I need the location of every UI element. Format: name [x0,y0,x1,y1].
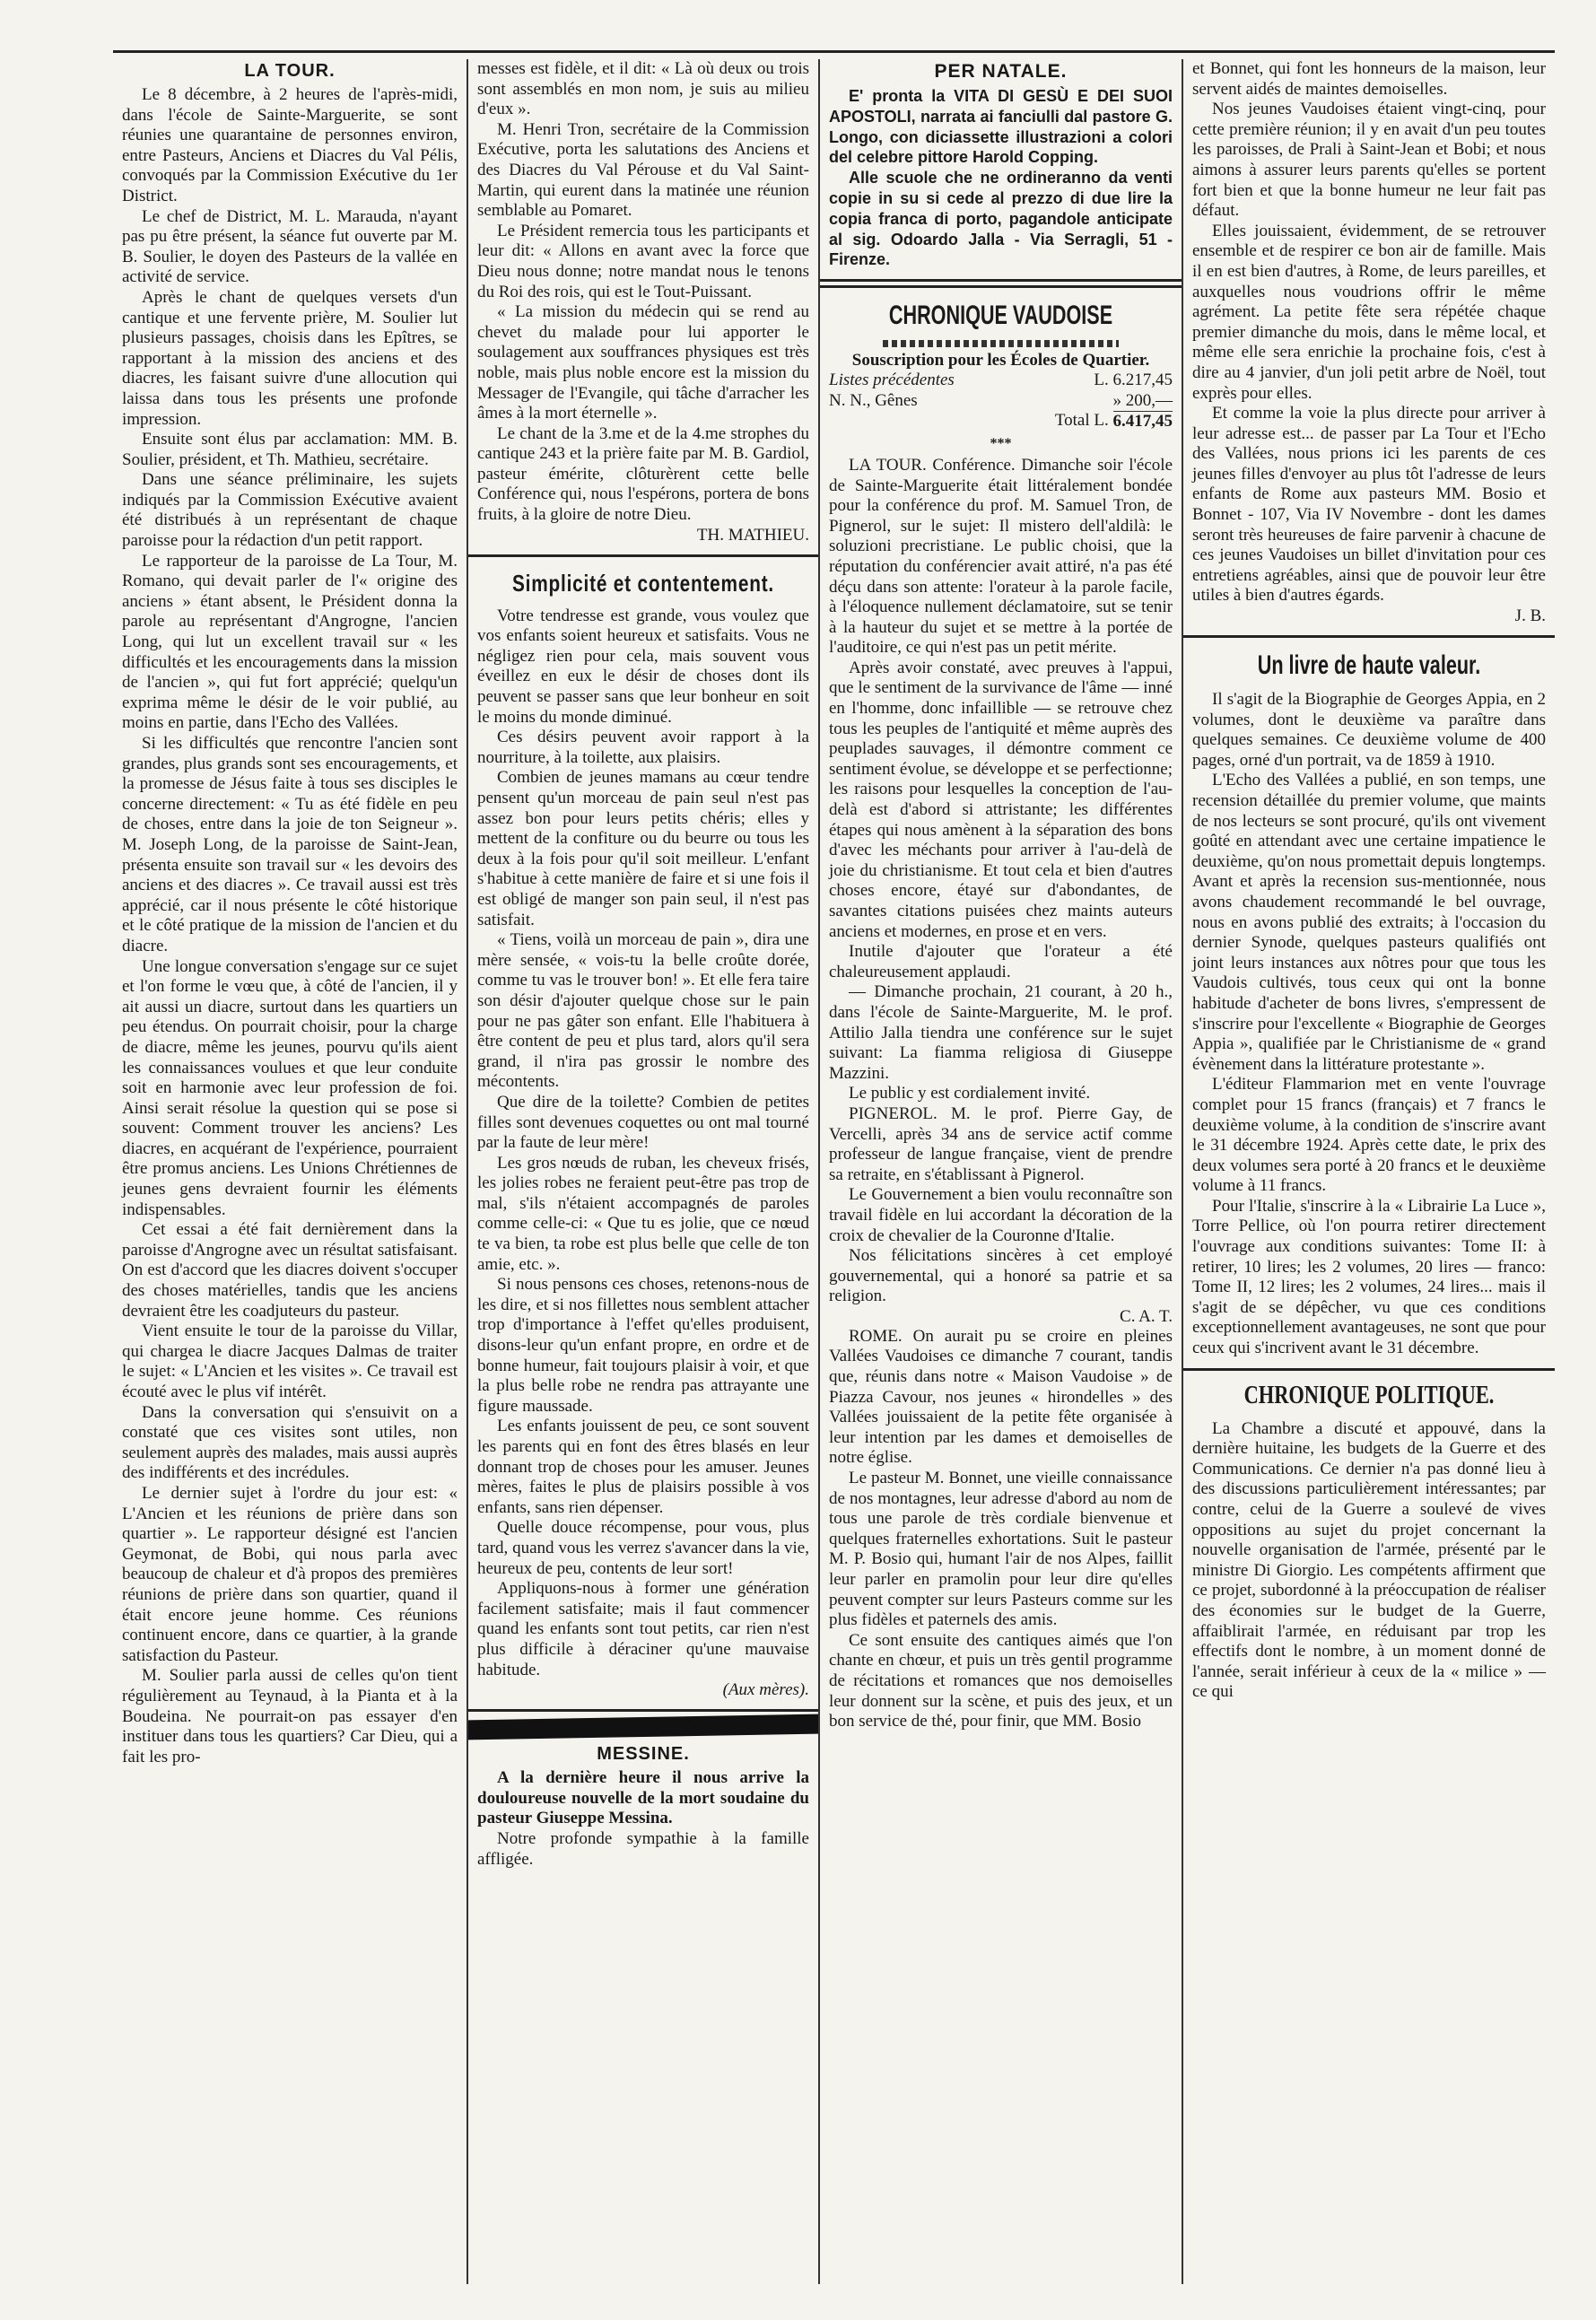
section-divider [468,554,818,557]
ledger-label: N. N., Gênes [829,390,918,410]
section-divider [820,279,1182,288]
paragraph: Le dernier sujet à l'ordre du jour est: « L'Ancien et les réunions de prière dans son quartier ». Le rapporteur désigné est l'ancien Geymonat, de Bobi, qui nous parla avec beaucoup de chaleur et d'à propos des premières réunions de prière dans son quartier, quand il était encore jeune homme. Ces réunions continuent encore, dans ce quartier, à la grande satisfaction du Pasteur. [122,1483,458,1665]
paragraph: « Tiens, voilà un morceau de pain », dira une mère sensée, « vois-tu la belle croûte dorée, comme tu vas le trouver bon! ». Et elle fera taire son désir d'ajouter quelque chose sur le pain pour ne pas gâter son enfant. Elle l'habituera à être content de peu et plus tard, alors qu'il sera grand, il n'ira pas grossir le nombre des mécontents. [477,930,809,1092]
paragraph: Nos jeunes Vaudoises étaient vingt-cinq, pour cette première réunion; il y en avait d'un peu toutes les paroisses, de Prali à Saint-Jean et Bobi; et nous aimons à assurer leurs parents qu'elles se portent fort bien et que la bonne humeur ne leur fait pas défaut. [1192,100,1546,221]
paragraph: La Chambre a discuté et appouvé, dans la dernière huitaine, les budgets de la Guerre et des Communications. Ce dernier n'a pas donné lieu à des discussions particulièrement intéressantes; par contre, celui de la Guerre a soulevé de vives oppositions au sujet du projet concernant la nouvelle organisation de l'armée, présenté par le ministre Di Giorgio. Les compétents affirment que ce projet, subordonné à la préoccupation de réaliser des économies sur le budget de la Guerre, affaiblirait l'armée, en réduisant par trop les effectifs dont le nombre, à un moment donné de l'année, serait inférieur à ceux de la « milice » — ce qui [1192,1418,1546,1702]
ledger-amount: 200,— [1125,390,1173,410]
section-divider [1183,1368,1555,1371]
signature: C. A. T. [1120,1306,1173,1326]
article-title-per-natale: PER NATALE. [934,61,1068,82]
paragraph: Il s'agit de la Biographie de Georges Appia, en 2 volumes, dont le deuxième va paraître dans quelques semaines. Ce deuxième volume de 400 pages, orné d'un portrait, va de 1859 à 1910. [1192,690,1546,770]
top-rule [113,50,1555,53]
subscription-subtitle: Souscription pour les Écoles de Quartier. [851,351,1150,371]
column-4 [1182,59,1555,2284]
ledger-amount-wrap [1113,391,1173,412]
paragraph: Notre profonde sympathie à la famille affligée. [477,1828,809,1869]
paragraph: E' pronta la VITA DI GESÙ E DEI SUOI APOSTOLI, narrata ai fanciulli dal pastore G. Longo, con diciassette illustrazioni a colori del celebre pittore Harold Copping. [829,87,1173,167]
advertisement [829,86,1173,270]
section-divider [468,1709,818,1712]
signature: TH. MATHIEU. [696,525,809,545]
paragraph: Votre tendresse est grande, vous voulez que vos enfants soient heureux et satisfaits. Vous ne négligez rien pour cela, mais souvent vous éveillez en eux le désir de choses dont ils peuvent se passer sans que leur bonheur en soit le moins du monde diminué. [477,606,809,727]
paragraph: M. Soulier parla aussi de celles qu'on tient régulièrement au Teynaud, à la Pianta et à la Boudeina. Ne pourrait-on pas essayer d'en instituer dans tous les quartiers? Car Dieu, qui a fait les pro- [122,1666,458,1766]
column-2 [467,59,818,2284]
paragraph: A la dernière heure il nous arrive la douloureuse nouvelle de la mort soudaine du pasteur Giuseppe Messina. [477,1768,809,1828]
paragraph: Après le chant de quelques versets d'un cantique et une fervente prière, M. Soulier lut plusieurs passages, choisis dans les Epîtres, se rapportant à la mission des anciens et des diacres, les faisant suivre d'une allocution qui laissa dans tous les présents une profonde impression. [122,287,458,429]
paragraph: Ces désirs peuvent avoir rapport à la nourriture, à la toilette, aux plaisirs. [477,728,809,767]
paragraph: Le Président remercia tous les participants et leur dit: « Allons en avant avec la force que Dieu nous donne; notre mandat nous le tenons du Roi des rois, qui est le Tout-Puissant. [477,221,809,301]
paragraph: Le public y est cordialement invité. [849,1084,1091,1103]
paragraph: Nos félicitations sincères à cet employé gouvernemental, qui a honoré sa patrie et sa religion. [829,1246,1173,1306]
paragraph: Combien de jeunes mamans au cœur tendre pensent qu'un morceau de pain seul n'est pas assez bon pour leurs petits chéris; elles y mettent de la confiture ou du beurre ou tous les deux à la fois pour qu'il soit meilleur. L'enfant s'habitue à cette manière de faire et si une fois il est obligé de manger son pain seul, il n'est pas satisfait. [477,768,809,929]
section-title-chronique-politique: CHRONIQUE POLITIQUE. [1243,1381,1495,1409]
paragraph: ROME. On aurait pu se croire en pleines Vallées Vaudoises ce dimanche 7 courant, tandis que, réunis dans notre « Maison Vaudoise » de Piazza Cavour, nos jeunes « hirondelles » des Vallées jouissaient de la petite fête organisée à leur intention par les dames et demoiselles de notre église. [829,1326,1173,1468]
paragraph: Dans la conversation qui s'ensuivit on a constaté que ces visites sont utiles, non seulement auprès des malades, mais aussi auprès des indifférents et des incrédules. [122,1402,458,1483]
ledger-label: Listes précédentes [829,371,955,390]
paragraph: Si nous pensons ces choses, retenons-nous de les dire, et si nos fillettes nous semblent attacher trop d'importance à l'effet qu'elles produisent, disons-leur qu'un enfant propre, en ordre et de bonne humeur, fait toujours plaisir à voir, et que la plus belle robe ne rendra pas attrayante une figure maussade. [477,1275,809,1416]
paragraph: Le chef de District, M. L. Marauda, n'ayant pas pu être présent, la séance fut ouverte par M. B. Soulier, le doyen des Pasteurs de la vallée en activité de service. [122,206,458,287]
paragraph: Le Gouvernement a bien voulu reconnaître son travail fidèle en lui accordant la décoration de la croix de chevalier de la Couronne d'Italie. [829,1185,1173,1245]
article-title-la-tour: LA TOUR. [244,61,336,81]
paragraph: Les enfants jouissent de peu, ce sont souvent les parents qui en font des êtres blasés en leur donnant trop de choses pour les amuser. Jeunes mères, faites le plus de plaisirs possible à vos enfants, sans rien dépenser. [477,1417,809,1517]
paragraph: PIGNEROL. M. le prof. Pierre Gay, de Vercelli, après 34 ans de service actif comme professeur de langue française, vient de prendre sa retraite, en s'établissant à Pignerol. [829,1103,1173,1184]
paragraph: « La mission du médecin qui se rend au chevet du malade pour lui apporter le soulagement aux souffrances physiques est très noble, mais plus noble encore est la mission du Messager de l'Evangile, qui tâche d'arracher les âmes à la mort éternelle ». [477,302,809,423]
paragraph: Que dire de la toilette? Combien de petites filles sont devenues coquettes ou ont mal tourné par la faute de leur mère! [477,1092,809,1153]
paragraph: LA TOUR. Conférence. Dimanche soir l'école de Sainte-Marguerite était littéralement bondée pour la conférence du prof. M. Samuel Tron, de Pignerol, sur le sujet: Il mistero dell'aldilà: le soluzioni precristiane. Le public choisi, que la réputation du conférencier avait attiré, n'a pas été déçu dans son attente: l'orateur à la parole facile, à l'éloquence nullement déclamatoire, sut se tenir à la hauteur du sujet et se mettre à la portée de l'auditoire, ce qui n'est pas un petit mérite. [829,455,1173,658]
column-1 [113,59,467,2284]
paragraph: Et comme la voie la plus directe pour arriver à leur adresse est... de passer par La Tour et l'Echo des Vallées, nous prions ici les parents de ces jeunes filles d'envoyer au plus tôt l'adresse de leurs enfants de Rome aux pasteurs MM. Bosio et Bonnet - 107, Via IV Novembre - dont les dames seront très heureuses de faire parvenir à chacune de ces jeunes Vaudoises un billet d'invitation pour ces entretiens agréables, ainsi que de pouvoir leur être utiles à bien d'autres égards. [1192,404,1546,606]
article-title-messine: MESSINE. [597,1744,690,1765]
subscription-ledger [829,371,1173,432]
columns [113,59,1555,2284]
ledger-row [829,391,1173,412]
ledger-amount: 6.217,45 [1112,371,1173,390]
ledger-amount-wrap [1094,371,1173,391]
paragraph: Alle scuole che ne ordineranno da venti copie in su si cede al prezzo di due lire la copia franca di porto, pagandole anticipate al sig. Odoardo Jalla - Via Serragli, 51 - Firenze. [829,169,1173,269]
paragraph: Vient ensuite le tour de la paroisse du Villar, qui chargea le diacre Jacques Dalmas de traiter le sujet: « L'Ancien et les visites ». Ce travail est écouté avec le plus vif intérêt. [122,1321,458,1401]
paragraph: Une longue conversation s'engage sur ce sujet et l'on forme le vœu que, à côté de l'ancien, il y ait aussi un diacre, surtout dans les quartiers un peu étendus. On pourrait choisir, pour la charge de diacre, même les jeunes, pourvu qu'ils aient les connaissances voulues et que leur conduite soit en harmonie avec leur profession de foi. Ainsi serait résolue la question qui se pose si souvent: Comment trouver les anciens? Les diacres, en acquérant de l'expérience, pourraient être promus anciens. Les Unions Chrétiennes de jeunes gens devraient fournir les éléments indispensables. [122,956,458,1219]
paragraph: Pour l'Italie, s'inscrire à la « Librairie La Luce », Torre Pellice, où l'on pourra retirer directement l'ouvrage aux conditions suivantes: Tome II: à retirer, 10 lires; les 2 volumes, 20 lires — franco: Tome II, 12 lires; les 2 volumes, 24 lires... mais il s'agit de se dépêcher, vu que ces conditions exceptionnellement avantageuses, ne sont que pour ceux qui s'incrivent avant le 31 décembre. [1192,1196,1546,1358]
source-note: (Aux mères). [722,1680,809,1700]
separator-stars: *** [990,435,1012,451]
paragraph: Ensuite sont élus par acclamation: MM. B. Soulier, président, et Th. Mathieu, secrétaire. [122,430,458,469]
article-title-livre: Un livre de haute valeur. [1257,650,1481,681]
paragraph: M. Henri Tron, secrétaire de la Commission Exécutive, porta les salutations des Anciens et des Diacres du Val Pérouse et du Val Saint-Martin, qui eurent dans la matinée une réunion semblable au Pomaret. [477,119,809,221]
article-title-simplicite: Simplicité et contentement. [511,569,775,597]
section-title-chronique-vaudoise: CHRONIQUE VAUDOISE [888,301,1113,331]
paragraph: Dans une séance préliminaire, les sujets indiqués par la Commission Exécutive avaient été distribués à un représentant de chaque paroisse pour la rédaction d'un petit rapport. [122,470,458,551]
paragraph: Les gros nœuds de ruban, les cheveux frisés, les jolies robes ne feraient peut-être pas trop de mal, s'ils n'étaient accompagnés de paroles comme celle-ci: « Que tu es jolie, que ce nœud te va bien, ta robe est plus belle que celle de ton amie, etc. ». [477,1153,809,1274]
paragraph: L'éditeur Flammarion met en vente l'ouvrage complet pour 15 francs (français) et 7 francs le deuxième volume, à la condition de s'inscrire avant le 31 décembre 1924. Après cette date, le prix des deux volumes sera porté à 20 francs et le deuxième volume à 11 francs. [1192,1075,1546,1196]
paragraph: Cet essai a été fait dernièrement dans la paroisse d'Angrogne avec un résultat satisfaisant. On est d'accord que les diacres doivent s'occuper des choses matérielles, tandis que les anciens devraient être les coadjuteurs du pasteur. [122,1220,458,1321]
paragraph: Inutile d'ajouter que l'orateur a été chaleureusement applaudi. [829,942,1173,981]
paragraph: Si les difficultés que rencontre l'ancien sont grandes, plus grands sont ses encouragements, et la promesse de Jésus faite à tous ses disciples le concerne directement: « Tu as été fidèle en peu de choses, entre dans la joie de ton Seigneur ». M. Joseph Long, de la paroisse de Saint-Jean, présenta ensuite son travail sur « les devoirs des anciens et des diacres ». Ce travail aussi est très apprécié, car il nous présente le côté historique et le côté pratique de la mission de l'ancien et du diacre. [122,734,458,955]
ledger-row [829,371,1173,391]
paragraph: Le rapporteur de la paroisse de La Tour, M. Romano, qui devait parler de l'« origine des anciens » étant absent, le Président donna la parole au représentant d'Angrogne, l'ancien Long, qui lut un excellent travail sur « les difficultés et les encouragements dans la mission de l'ancien », qui fut fort apprécié; quelqu'un exprima même le désir de le voir publié, au moins en partie, dans l'Echo des Vallées. [122,551,458,733]
paragraph: Après avoir constaté, avec preuves à l'appui, que le sentiment de la survivance de l'âme — inné en l'homme, donc infaillible — se retrouve chez tous les peuples de l'antiquité et même auprès des peuplades sauvages, il démontre comment ce sentiment évolue, se développe et se perfectionne; les raisons pour lesquelles la conception de l'au-delà est d'abord si attristante; les différentes étapes qui nous amènent à la séparation des bons d'avec les méchants pour arriver à l'au-delà de joie du christianisme. Et tout cela et bien d'autres choses encore, étayé sur d'abondantes, de savantes citations puisées chez maints auteurs anciens et modernes, en prose et en vers. [829,658,1173,941]
decorative-rule [883,340,1119,347]
mourning-band [468,1714,818,1740]
ledger-total-amount: 6.417,45 [1112,412,1173,432]
paragraph: Elles jouissaient, évidemment, de se retrouver ensemble et de respirer ce bon air de famille. Mais il en est bien d'autres, à Rome, de leurs pareilles, et auxquelles nous voudrions offrir le même agrément. La petite fête sera répétée chaque premier dimanche du mois, dans le même local, et même elle sera enrichie la prochaine fois, c'est à dire au 4 janvier, d'un joli petit arbre de Noël, tout exprès pour elles. [1192,221,1546,403]
ledger-total-row [829,411,1173,432]
ledger-currency: L. [1094,371,1109,390]
paragraph: Quelle douce récompense, pour vous, plus tard, quand vous les verrez s'avancer dans la vie, heureux de peu, contents de leur sort! [477,1518,809,1578]
paragraph: messes est fidèle, et il dit: « Là où deux ou trois sont assemblés en mon nom, je suis au milieu d'eux ». [477,59,809,119]
paragraph: — Dimanche prochain, 21 courant, à 20 h., dans l'école de Sainte-Marguerite, M. le prof. Attilio Jalla tiendra une conférence sur le sujet suivant: La fiamma religiosa di Giuseppe Mazzini. [829,982,1173,1083]
paragraph: Le chant de la 3.me et de la 4.me strophes du cantique 243 et la prière faite par M. B. Gardiol, pasteur émérite, clôturèrent cette belle Conférence qui, nous l'espérons, portera de bons fruits, à la gloire de notre Dieu. [477,423,809,525]
paragraph: L'Echo des Vallées a publié, en son temps, une recension détaillée du premier volume, que maints de nos lecteurs se sont procuré, qu'ils ont vivement goûté en attendant avec une certaine impatience le deuxième, qu'on nous promettait depuis longtemps. Avant et après la recension sus-mentionnée, nous avons chaudement recommandé le bel ouvrage, nous en avons publié des extraits; à l'occasion du dernier Synode, quelques pasteurs qualifiés ont joint leurs instances aux nôtres pour que tous les Vaudois cultivés, tous ceux qui ont la bonne habitude d'acheter de bons livres, s'empressent de s'inscrire pour l'excellente « Biographie de Georges Appia », qualifiée par le Christianisme de « grand évènement dans la littérature protestante ». [1192,771,1546,1074]
paragraph: et Bonnet, qui font les honneurs de la maison, leur servent aidés de maintes demoiselles. [1192,59,1546,99]
paragraph: Le pasteur M. Bonnet, une vieille connaissance de nos montagnes, leur adresse d'abord au nom de tous une parole de très cordiale bienvenue et quelques fraternelles exhortations. Suit le pasteur M. P. Bosio qui, humant l'air de nos Alpes, faillit leur parler en pramolin pour leur dire qu'elles peuvent compter sur leurs Pasteurs comme sur les plus fidèles et paternels des amis. [829,1469,1173,1630]
section-divider [1183,635,1555,638]
signature: J. B. [1514,606,1546,626]
column-3 [818,59,1182,2284]
ledger-total-label: Total L. [1054,411,1109,431]
paragraph: Appliquons-nous à former une génération facilement satisfaite; mais il faut commencer quand les enfants sont tout petits, car rien n'est plus difficile à déraciner qu'une mauvaise habitude. [477,1579,809,1679]
paragraph: Ce sont ensuite des cantiques aimés que l'on chante en chœur, et puis un très gentil programme de récitations et romances que nos demoiselles leur donnent sur la scène, et puis des jeux, et un bon service de thé, pour finir, que MM. Bosio [829,1630,1173,1731]
paragraph: Le 8 décembre, à 2 heures de l'après-midi, dans l'école de Sainte-Marguerite, se sont réunies une quarantaine de personnes environ, entre Pasteurs, Anciens et Diacres du Val Pélis, convoqués par la Commission Exécutive du 1er District. [122,85,458,205]
ledger-currency: » [1112,390,1121,410]
